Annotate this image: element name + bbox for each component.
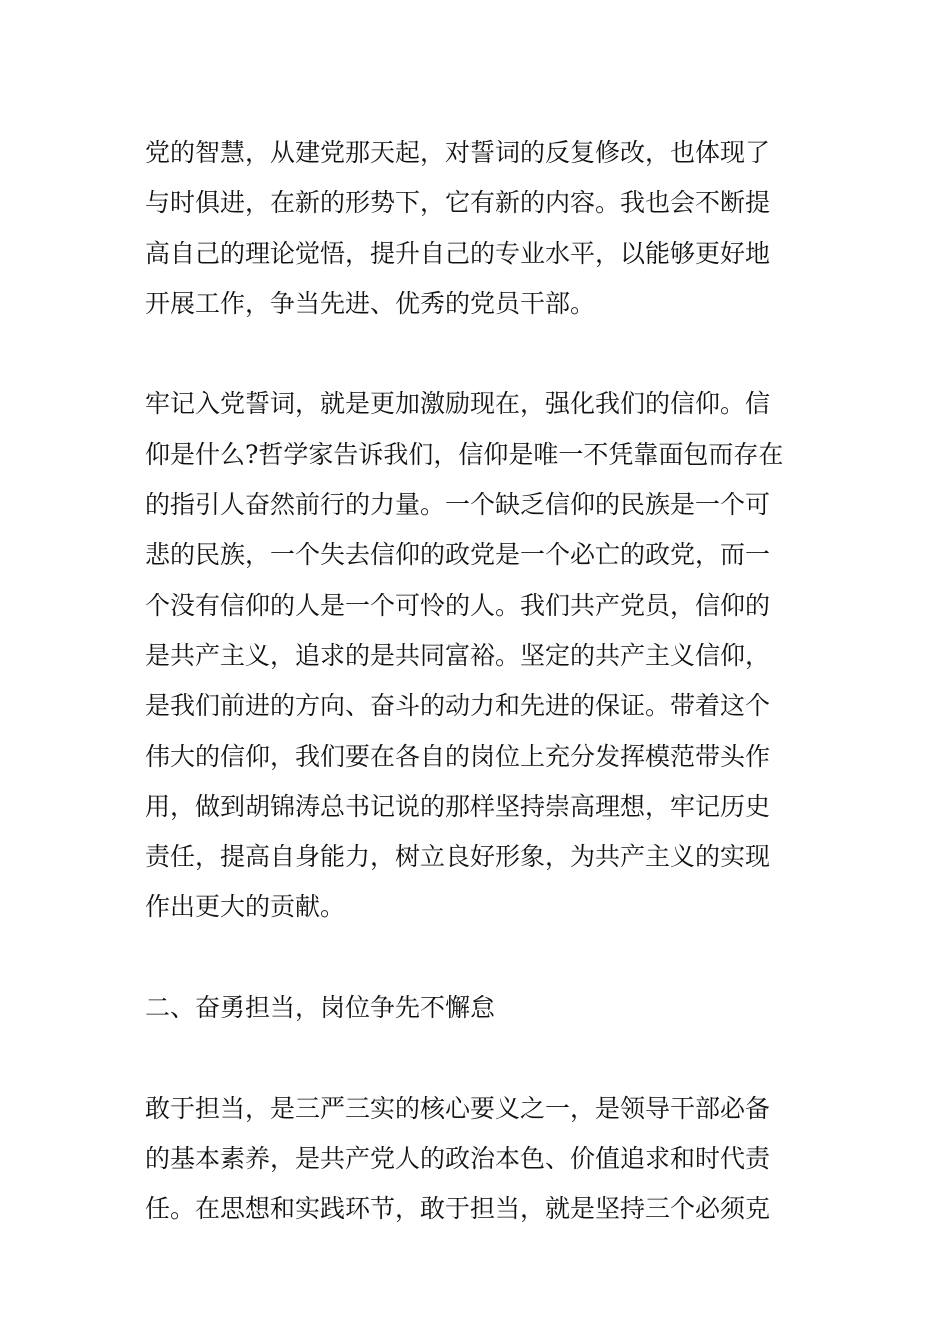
paragraph-spacer xyxy=(145,933,815,983)
paragraph-responsibility xyxy=(145,1084,815,1235)
text-line: 开展工作，争当先进、优秀的党员干部。 xyxy=(145,288,596,318)
text-line: 党的智慧，从建党那天起，对誓词的反复修改，也体现了 xyxy=(145,138,771,167)
paragraph-spacer xyxy=(145,329,815,379)
text-line: 个没有信仰的人是一个可怜的人。我们共产党员，信仰的 xyxy=(145,590,771,620)
text-line: 仰是什么?哲学家告诉我们，信仰是唯一不凭靠面包而存在 xyxy=(145,439,784,469)
text-line: 任。在思想和实践环节，敢于担当，就是坚持三个必须克 xyxy=(145,1194,771,1224)
paragraph-spacer xyxy=(145,1033,815,1083)
paragraph-oath-belief xyxy=(145,379,815,932)
text-line: 牢记入党誓词，就是更加激励现在，强化我们的信仰。信 xyxy=(145,389,771,419)
document-body xyxy=(145,128,815,1235)
text-line: 的基本素养，是共产党人的政治本色、价值追求和时代责 xyxy=(145,1143,771,1173)
paragraph-faith-wisdom xyxy=(145,128,815,329)
text-line: 用，做到胡锦涛总书记说的那样坚持崇高理想，牢记历史 xyxy=(145,791,771,821)
text-line: 高自己的理论觉悟，提升自己的专业水平，以能够更好地 xyxy=(145,238,771,268)
text-line: 敢于担当，是三严三实的核心要义之一，是领导干部必备 xyxy=(145,1093,771,1123)
section-heading: 二、奋勇担当，岗位争先不懈怠 xyxy=(145,993,496,1023)
text-line: 是共产主义，追求的是共同富裕。坚定的共产主义信仰， xyxy=(145,640,771,670)
text-line: 与时俱进，在新的形势下，它有新的内容。我也会不断提 xyxy=(145,188,771,218)
text-line: 悲的民族，一个失去信仰的政党是一个必亡的政党，而一 xyxy=(145,540,771,570)
text-line: 作出更大的贡献。 xyxy=(145,892,346,922)
text-line: 的指引人奋然前行的力量。一个缺乏信仰的民族是一个可 xyxy=(145,490,771,520)
text-line: 是我们前进的方向、奋斗的动力和先进的保证。带着这个 xyxy=(145,691,771,721)
text-line: 伟大的信仰，我们要在各自的岗位上充分发挥模范带头作 xyxy=(145,741,771,771)
text-line: 责任，提高自身能力，树立良好形象，为共产主义的实现 xyxy=(145,842,771,872)
